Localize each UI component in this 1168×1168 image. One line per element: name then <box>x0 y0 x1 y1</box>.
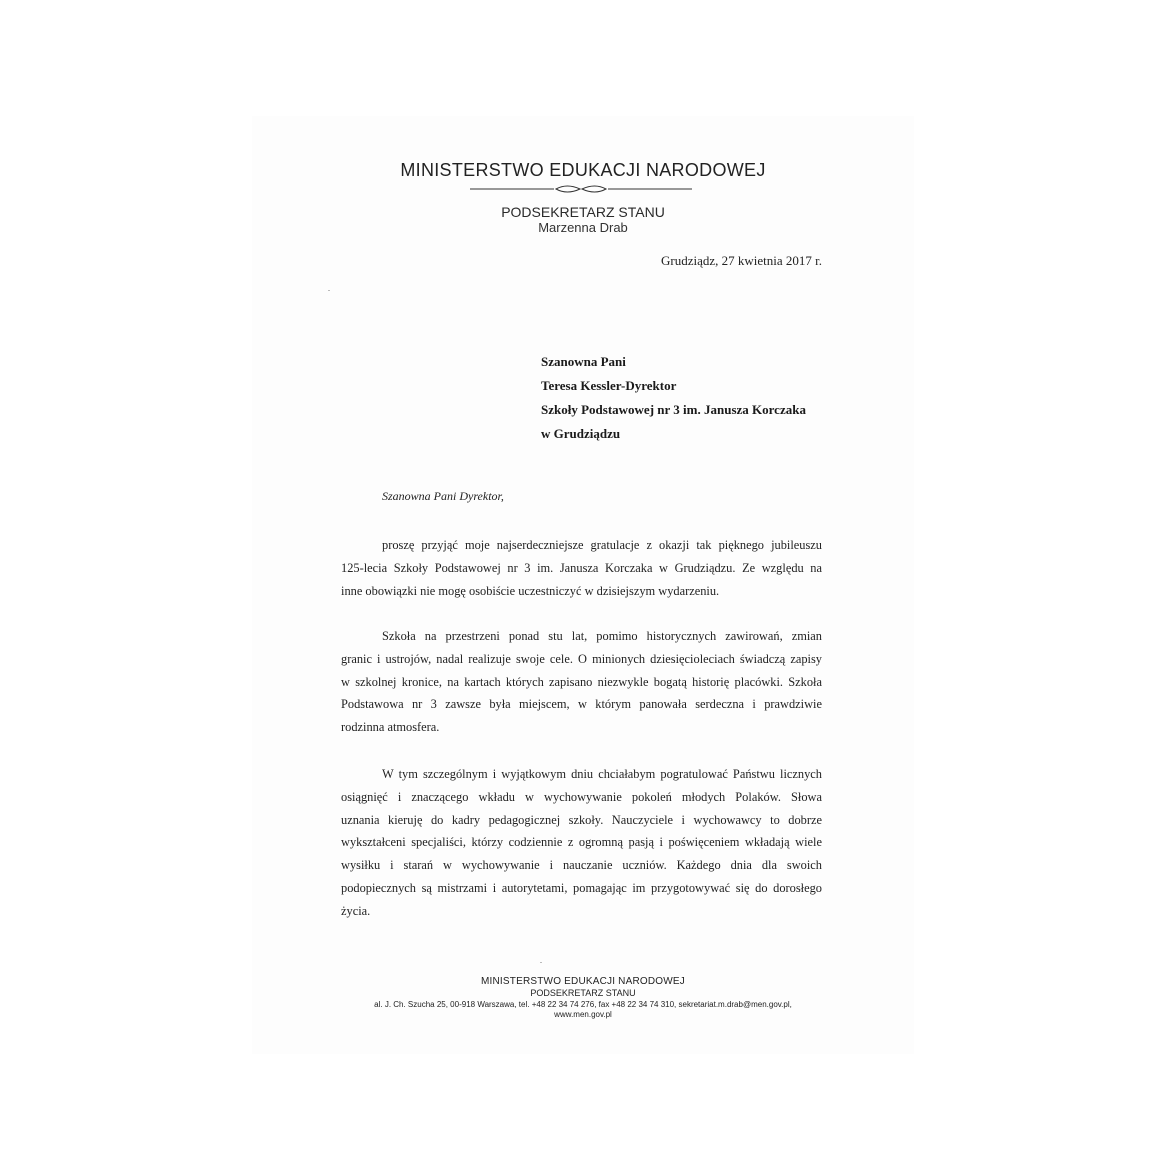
letter-page <box>252 116 914 1054</box>
letter-footer <box>252 976 914 1020</box>
paragraph-2 <box>341 625 822 739</box>
paragraph-line: wykształceni specjaliści, którzy codziennie z ogromną pasją i poświęceniem wkładają wiele <box>341 835 822 850</box>
paragraph-line: proszę przyjąć moje najserdeczniejsze gratulacje z okazji tak pięknego jubileuszu <box>382 538 822 552</box>
paragraph-line: inne obowiązki nie mogę osobiście uczestniczyć w dzisiejszym wydarzeniu. <box>341 583 720 598</box>
paragraph-line: Szkoła na przestrzeni ponad stu lat, pomimo historycznych zawirowań, zmian <box>382 629 822 643</box>
footer-website: www.men.gov.pl <box>554 1010 612 1019</box>
letterhead-office: PODSEKRETARZ STANU <box>501 204 665 220</box>
letter-date: Grudziądz, 27 kwietnia 2017 r. <box>660 253 822 268</box>
salutation: Szanowna Pani Dyrektor, <box>382 489 504 503</box>
paragraph-line: granic i ustrojów, nadal realizuje swoje cele. O minionych dziesięcioleciach świadczą zapisy <box>341 651 822 666</box>
paragraph-line: w szkolnej kronice, na kartach których zapisano niezwykle bogatą historię placówki. Szkoła <box>341 674 822 689</box>
paragraph-line: życia. <box>341 903 371 918</box>
paper-speck <box>328 290 330 291</box>
letterhead-name: Marzenna Drab <box>538 220 628 235</box>
letterhead-ministry: MINISTERSTWO EDUKACJI NARODOWEJ <box>400 160 766 180</box>
recipient-line: w Grudziądzu <box>541 426 621 441</box>
footer-office: PODSEKRETARZ STANU <box>530 988 636 998</box>
paragraph-3 <box>341 763 822 923</box>
paragraph-line: Podstawowa nr 3 zawsze była miejscem, w którym panowała serdeczna i prawdziwie <box>341 697 822 712</box>
paper-speck <box>540 962 542 963</box>
paragraph-line: podopiecznych są mistrzami i autorytetami, pomagając im przygotowywać się do dorosłego <box>341 880 822 895</box>
recipient-line: Szanowna Pani <box>541 354 626 369</box>
footer-address: al. J. Ch. Szucha 25, 00-918 Warszawa, tel. +48 22 34 74 276, fax +48 22 34 74 310, sekretariat.m.drab@men.gov.pl, <box>374 1000 792 1009</box>
paragraph-line: rodzinna atmosfera. <box>341 720 440 735</box>
paragraph-line: osiągnięć i znaczącego wkładu w wychowywanie pokoleń młodych Polaków. Słowa <box>341 789 822 804</box>
recipient-line: Teresa Kessler-Dyrektor <box>541 378 677 393</box>
paragraph-line: W tym szczególnym i wyjątkowym dniu chciałabym pogratulować Państwu licznych <box>382 767 822 781</box>
recipient-address <box>541 350 806 446</box>
paragraph-line: wysiłku i starań w wychowywanie i nauczanie uczniów. Każdego dnia dla swoich <box>341 858 822 873</box>
recipient-line: Szkoły Podstawowej nr 3 im. Janusza Korczaka <box>541 402 806 417</box>
paragraph-1 <box>341 534 822 602</box>
paragraph-line: 125-lecia Szkoły Podstawowej nr 3 im. Janusza Korczaka w Grudziądzu. Ze względu na <box>341 560 822 575</box>
paragraph-line: uznania kieruję do kadry pedagogicznej szkoły. Nauczyciele i wychowawcy to dobrze <box>341 812 822 827</box>
footer-ministry: MINISTERSTWO EDUKACJI NARODOWEJ <box>481 976 685 987</box>
letterhead-ornament <box>470 182 692 196</box>
